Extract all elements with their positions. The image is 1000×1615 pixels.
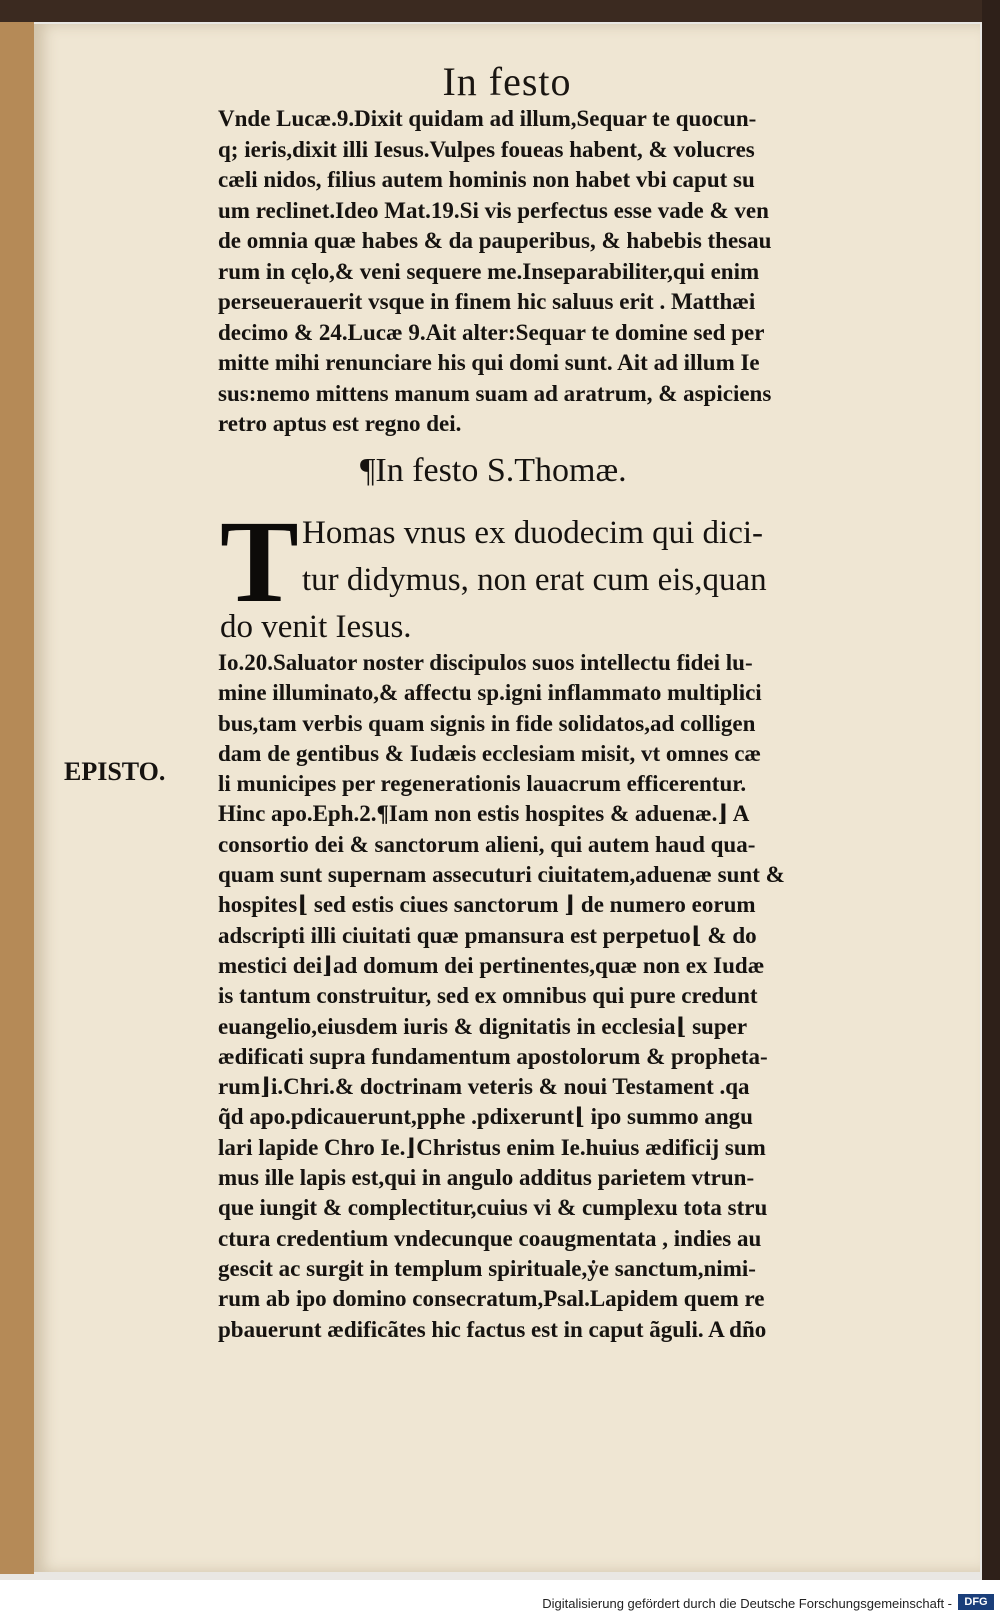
digitization-credit: Digitalisierung gefördert durch die Deutsche Forschungsgemeinschaft -	[542, 1596, 952, 1611]
epistle-text-block	[218, 648, 963, 1345]
text-line: dam de gentibus & Iudæis ecclesiam misit, vt omnes cæ	[218, 740, 762, 766]
scan-top-border	[0, 0, 1000, 22]
text-line: um reclinet.Ideo Mat.19.Si vis perfectus esse vade & ven	[218, 197, 769, 223]
text-line: mine illuminato,& affectu sp.igni inflammato multiplici	[218, 680, 762, 706]
text-line: euangelio,eiusdem iuris & dignitatis in ecclesia⌊ super	[218, 1013, 748, 1039]
text-line: q̃d apo.pdicauerunt,pphe .pdixerunt⌊ ipo summo angu	[218, 1104, 753, 1130]
text-line: retro aptus est regno dei.	[218, 411, 462, 436]
text-line: consortio dei & sanctorum alieni, qui autem haud qua-	[218, 831, 756, 857]
verse-line: Homas vnus ex duodecim qui dici-	[302, 515, 764, 551]
body-text-block	[218, 104, 963, 440]
scan-right-border	[982, 0, 1000, 1580]
text-line: rum ab ipo domino consecratum,Psal.Lapidem quem re	[218, 1286, 765, 1312]
verse-line: tur didymus, non erat cum eis,quan	[302, 562, 767, 598]
text-line: mus ille lapis est,qui in angulo additus parietem vtrun-	[218, 1165, 755, 1191]
text-line: Hinc apo.Eph.2.¶Iam non estis hospites & aduenæ.⌋ A	[218, 801, 750, 827]
text-line: hospites⌊ sed estis ciues sanctorum ⌋ de numero eorum	[218, 892, 756, 918]
running-header: In festo	[442, 59, 572, 104]
text-line: ctura credentium vndecunque coaugmentata , indies au	[218, 1225, 762, 1251]
text-line: lari lapide Chro Ie.⌋Christus enim Ie.huius ædificij sum	[218, 1134, 766, 1160]
verse-line: do venit Iesus.	[220, 609, 412, 645]
dfg-logo: DFG	[958, 1594, 994, 1610]
text-line: Vnde Lucæ.9.Dixit quidam ad illum,Sequar te quocun-	[218, 106, 757, 131]
text-line: rum in cęlo,& veni sequere me.Inseparabiliter,qui enim	[218, 258, 760, 284]
text-line: q; ieris,dixit illi Iesus.Vulpes foueas habent, & volucres	[218, 136, 755, 162]
text-line: rum⌋i.Chri.& doctrinam veteris & noui Testament .qa	[218, 1074, 750, 1100]
text-line: quam sunt supernam assecuturi ciuitatem,aduenæ sunt &	[218, 862, 785, 888]
margin-note-epistle: EPISTO.	[64, 757, 166, 786]
opening-verse	[220, 510, 962, 651]
text-line: sus:nemo mittens manum suam ad aratrum, & aspiciens	[218, 380, 772, 406]
text-line: cæli nidos, filius autem hominis non habet vbi caput su	[218, 167, 755, 192]
book-spine-edge	[0, 22, 34, 1574]
text-line: Io.20.Saluator noster discipulos suos intellectu fidei lu-	[218, 650, 753, 675]
section-heading: ¶In festo S.Thomæ.	[360, 452, 627, 489]
text-line: de omnia quæ habes & da pauperibus, & habebis thesau	[218, 228, 772, 253]
text-line: ædificati supra fundamentum apostolorum & propheta-	[218, 1043, 768, 1069]
text-line: bus,tam verbis quam signis in fide solidatos,ad colligen	[218, 710, 756, 736]
text-line: perseuerauerit vsque in finem hic saluus erit . Matthæi	[218, 289, 756, 314]
text-line: is tantum construitur, sed ex omnibus qui pure credunt	[218, 983, 758, 1009]
text-line: adscripti illi ciuitati quæ pmansura est perpetuo⌊ & do	[218, 922, 757, 948]
text-line: gescit ac surgit in templum spirituale,ẏe sanctum,nimi-	[218, 1255, 756, 1281]
text-line: decimo & 24.Lucæ 9.Ait alter:Sequar te domine sed per	[218, 319, 765, 345]
text-line: li municipes per regenerationis lauacrum efficerentur.	[218, 771, 747, 797]
text-line: que iungit & complectitur,cuius vi & cumplexu tota stru	[218, 1195, 768, 1221]
text-line: pbauerunt ædificãtes hic factus est in caput ãguli. A dño	[218, 1316, 767, 1342]
text-line: mitte mihi renunciare his qui domi sunt. Ait ad illum Ie	[218, 350, 760, 375]
drop-cap: T	[220, 496, 299, 627]
text-line: mestici dei⌋ad domum dei pertinentes,quæ non ex Iudæ	[218, 952, 765, 978]
